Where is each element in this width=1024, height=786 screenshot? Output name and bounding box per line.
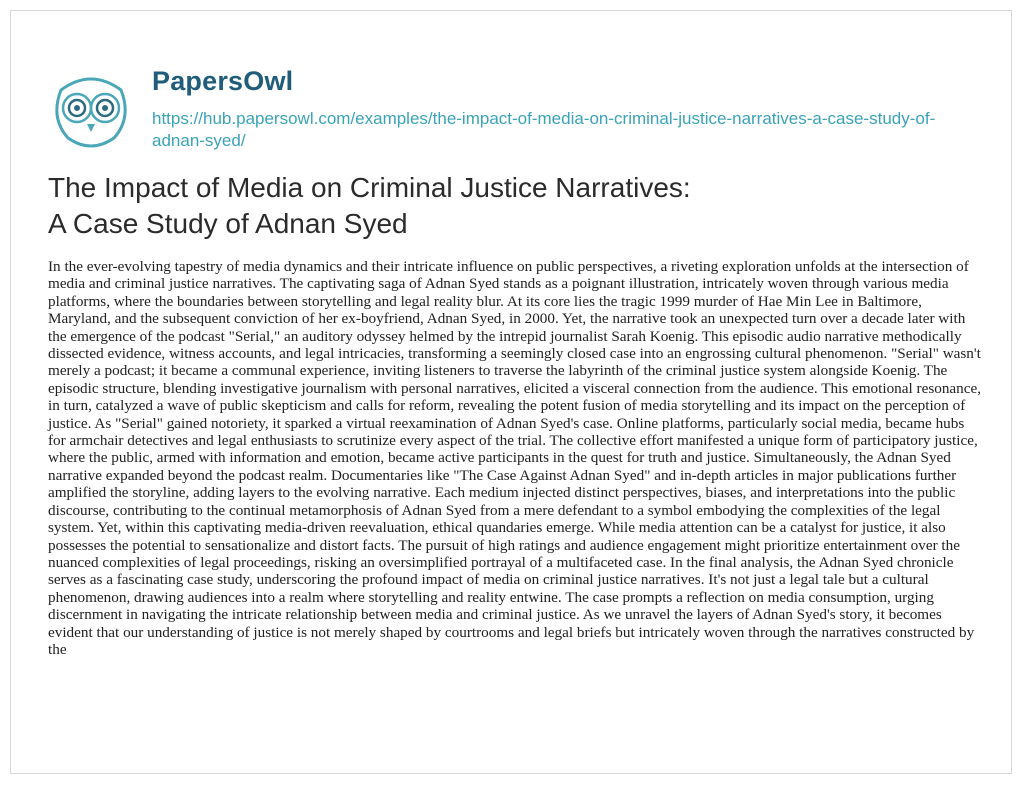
article-title-line-1: The Impact of Media on Criminal Justice Narratives: — [48, 172, 691, 203]
source-url-link[interactable]: https://hub.papersowl.com/examples/the-impact-of-media-on-criminal-justice-narratives-a-case-study-of-adnan-syed/ — [152, 109, 936, 150]
article-title-line-2: A Case Study of Adnan Syed — [48, 208, 408, 239]
owl-logo-icon — [48, 66, 134, 152]
article-title — [48, 170, 988, 242]
brand-name: PapersOwl — [152, 66, 294, 96]
article-body: In the ever-evolving tapestry of media dynamics and their intricate influence on public perspectives, a riveting exploration unfolds at the intersection of media and criminal justice narratives. The captivating saga of Adnan Syed stands as a poignant illustration, intricately woven through various media platforms, where the boundaries between storytelling and legal reality blur. At its core lies the tragic 1999 murder of Hae Min Lee in Baltimore, Maryland, and the subsequent conviction of her ex-boyfriend, Adnan Syed, in 2000. Yet, the narrative took an unexpected turn over a decade later with the emergence of the podcast "Serial," an auditory odyssey helmed by the intrepid journalist Sarah Koenig. This episodic audio narrative methodically dissected evidence, witness accounts, and legal intricacies, transforming a seemingly closed case into an engrossing cultural phenomenon. "Serial" wasn't merely a podcast; it became a communal experience, inviting listeners to traverse the labyrinth of the criminal justice system alongside Koenig. The episodic structure, blending investigative journalism with personal narratives, elicited a visceral connection from the audience. This emotional resonance, in turn, catalyzed a wave of public skepticism and calls for reform, revealing the potent fusion of media storytelling and its impact on the perception of justice. As "Serial" gained notoriety, it sparked a virtual reexamination of Adnan Syed's case. Online platforms, particularly social media, became hubs for armchair detectives and legal enthusiasts to scrutinize every aspect of the trial. The collective effort manifested a unique form of participatory justice, where the public, armed with information and emotion, became active participants in the quest for truth and justice. Simultaneously, the Adnan Syed narrative expanded beyond the podcast realm. Documentaries like "The Case Against Adnan Syed" and in-depth articles in major publications further amplified the storyline, adding layers to the evolving narrative. Each medium injected distinct perspectives, biases, and interpretations into the public discourse, contributing to the continual metamorphosis of Adnan Syed from a mere defendant to a symbol embodying the complexities of the legal system. Yet, within this captivating media-driven reevaluation, ethical quandaries emerge. While media attention can be a catalyst for justice, it also possesses the potential to sensationalize and distort facts. The pursuit of high ratings and audience engagement might prioritize entertainment over the nuanced complexities of legal proceedings, risking an oversimplified portrayal of a multifaceted case. In the final analysis, the Adnan Syed chronicle serves as a fascinating case study, underscoring the profound impact of media on criminal justice narratives. It's not just a legal tale but a cultural phenomenon, drawing audiences into a realm where storytelling and reality entwine. The case prompts a reflection on media consumption, urging discernment in navigating the intricate relationship between media and criminal justice. As we unravel the layers of Adnan Syed's story, it becomes evident that our understanding of justice is not merely shaped by courtrooms and legal briefs but intricately woven through the narratives constructed by the — [48, 258, 982, 658]
header — [48, 36, 988, 156]
